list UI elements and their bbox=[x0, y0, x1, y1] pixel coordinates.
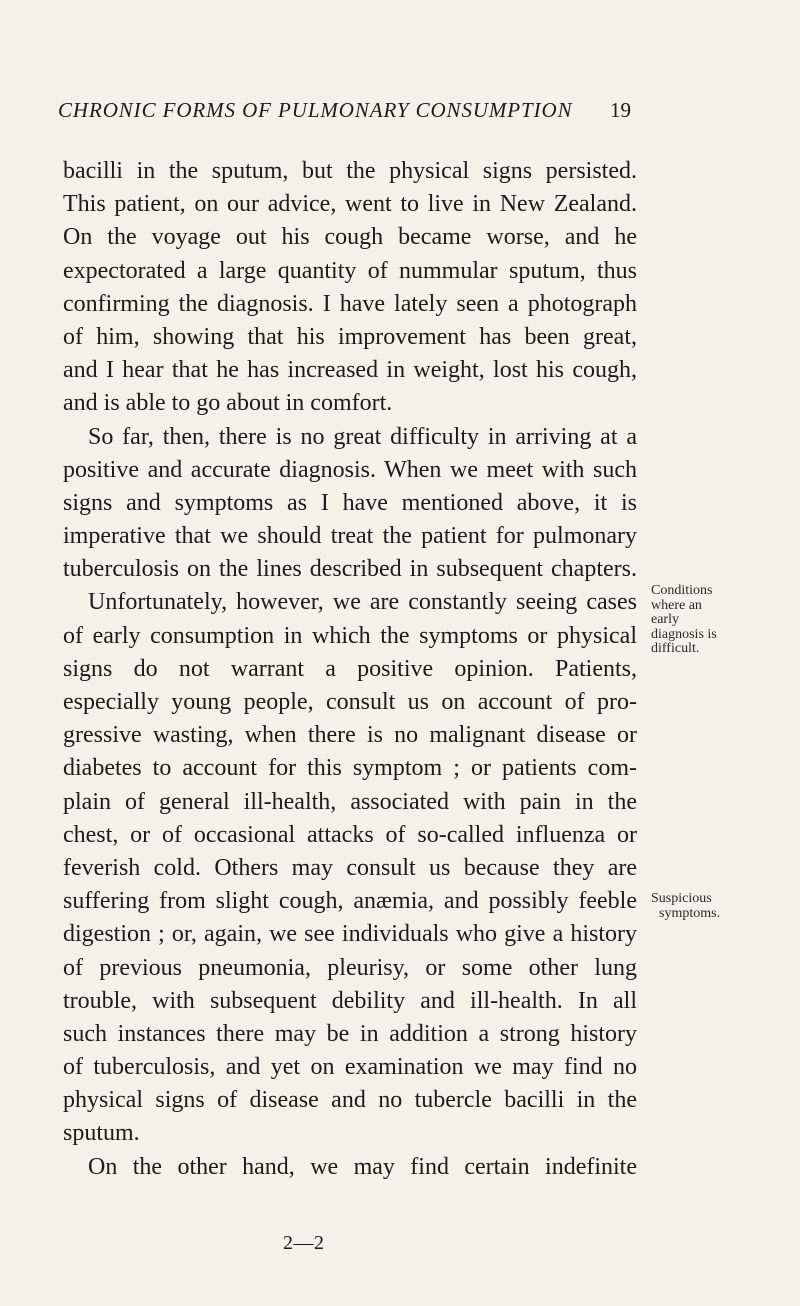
text-line: of tuberculosis, and yet on examination we may find no bbox=[63, 1054, 637, 1081]
text-line: confirming the diagnosis. I have lately seen a photograph bbox=[63, 290, 637, 317]
sidenote-line: Conditions bbox=[651, 583, 713, 598]
sidenote-line: early bbox=[651, 612, 679, 627]
text-line: diabetes to account for this symptom ; or patients com- bbox=[63, 755, 637, 782]
text-line: of early consumption in which the symptoms or physical bbox=[63, 622, 637, 649]
sidenote-early-diagnosis bbox=[651, 584, 717, 657]
text-line: feverish cold. Others may consult us because they are bbox=[63, 854, 637, 881]
running-head: CHRONIC FORMS OF PULMONARY CONSUMPTION bbox=[58, 98, 573, 122]
text-line: signs and symptoms as I have mentioned above, it is bbox=[63, 489, 637, 516]
text-line: plain of general ill-health, associated with pain in the bbox=[63, 788, 637, 815]
text-line: Unfortunately, however, we are constantly seeing cases bbox=[88, 589, 637, 616]
text-line: imperative that we should treat the patient for pulmonary bbox=[63, 523, 637, 550]
text-line: expectorated a large quantity of nummular sputum, thus bbox=[63, 257, 637, 284]
text-line: On the other hand, we may find certain indefinite bbox=[88, 1153, 637, 1180]
sidenote-line: difficult. bbox=[651, 641, 700, 656]
page-number: 19 bbox=[610, 98, 631, 122]
text-line: such instances there may be in addition a strong history bbox=[63, 1020, 637, 1047]
sidenote-line: where an bbox=[651, 597, 702, 613]
text-line: physical signs of disease and no tubercle bacilli in the bbox=[63, 1087, 637, 1114]
sidenote-line: diagnosis is bbox=[651, 626, 717, 642]
text-line: This patient, on our advice, went to live in New Zealand. bbox=[63, 191, 637, 218]
text-line: trouble, with subsequent debility and ill-health. In all bbox=[63, 987, 637, 1014]
text-line: suffering from slight cough, anæmia, and possibly feeble bbox=[63, 888, 637, 915]
sidenote-line: symptoms. bbox=[659, 905, 721, 921]
text-line: of previous pneumonia, pleurisy, or some other lung bbox=[63, 954, 637, 981]
text-line: gressive wasting, when there is no malignant disease or bbox=[63, 722, 637, 749]
text-line: and is able to go about in comfort. bbox=[63, 390, 393, 417]
text-line: positive and accurate diagnosis. When we meet with such bbox=[63, 456, 637, 483]
text-line: tuberculosis on the lines described in subsequent chapters. bbox=[63, 556, 637, 583]
text-line: chest, or of occasional attacks of so-called influenza or bbox=[63, 821, 637, 848]
sidenote-suspicious-symptoms bbox=[651, 892, 720, 921]
text-line: digestion ; or, again, we see individuals who give a history bbox=[63, 921, 637, 948]
body-text bbox=[63, 155, 637, 1184]
text-line: especially young people, consult us on account of pro- bbox=[63, 689, 637, 715]
signature-mark: 2—2 bbox=[283, 1232, 325, 1254]
text-line: On the voyage out his cough became worse, and he bbox=[63, 224, 637, 251]
text-line: signs do not warrant a positive opinion. Patients, bbox=[63, 655, 637, 682]
text-line: bacilli in the sputum, but the physical signs persisted. bbox=[63, 158, 637, 184]
text-line: and I hear that he has increased in weight, lost his cough, bbox=[63, 357, 637, 384]
text-line: of him, showing that his improvement has been great, bbox=[63, 323, 637, 350]
text-line: sputum. bbox=[63, 1120, 140, 1147]
text-line: So far, then, there is no great difficulty in arriving at a bbox=[88, 423, 637, 450]
sidenote-line: Suspicious bbox=[651, 891, 712, 906]
